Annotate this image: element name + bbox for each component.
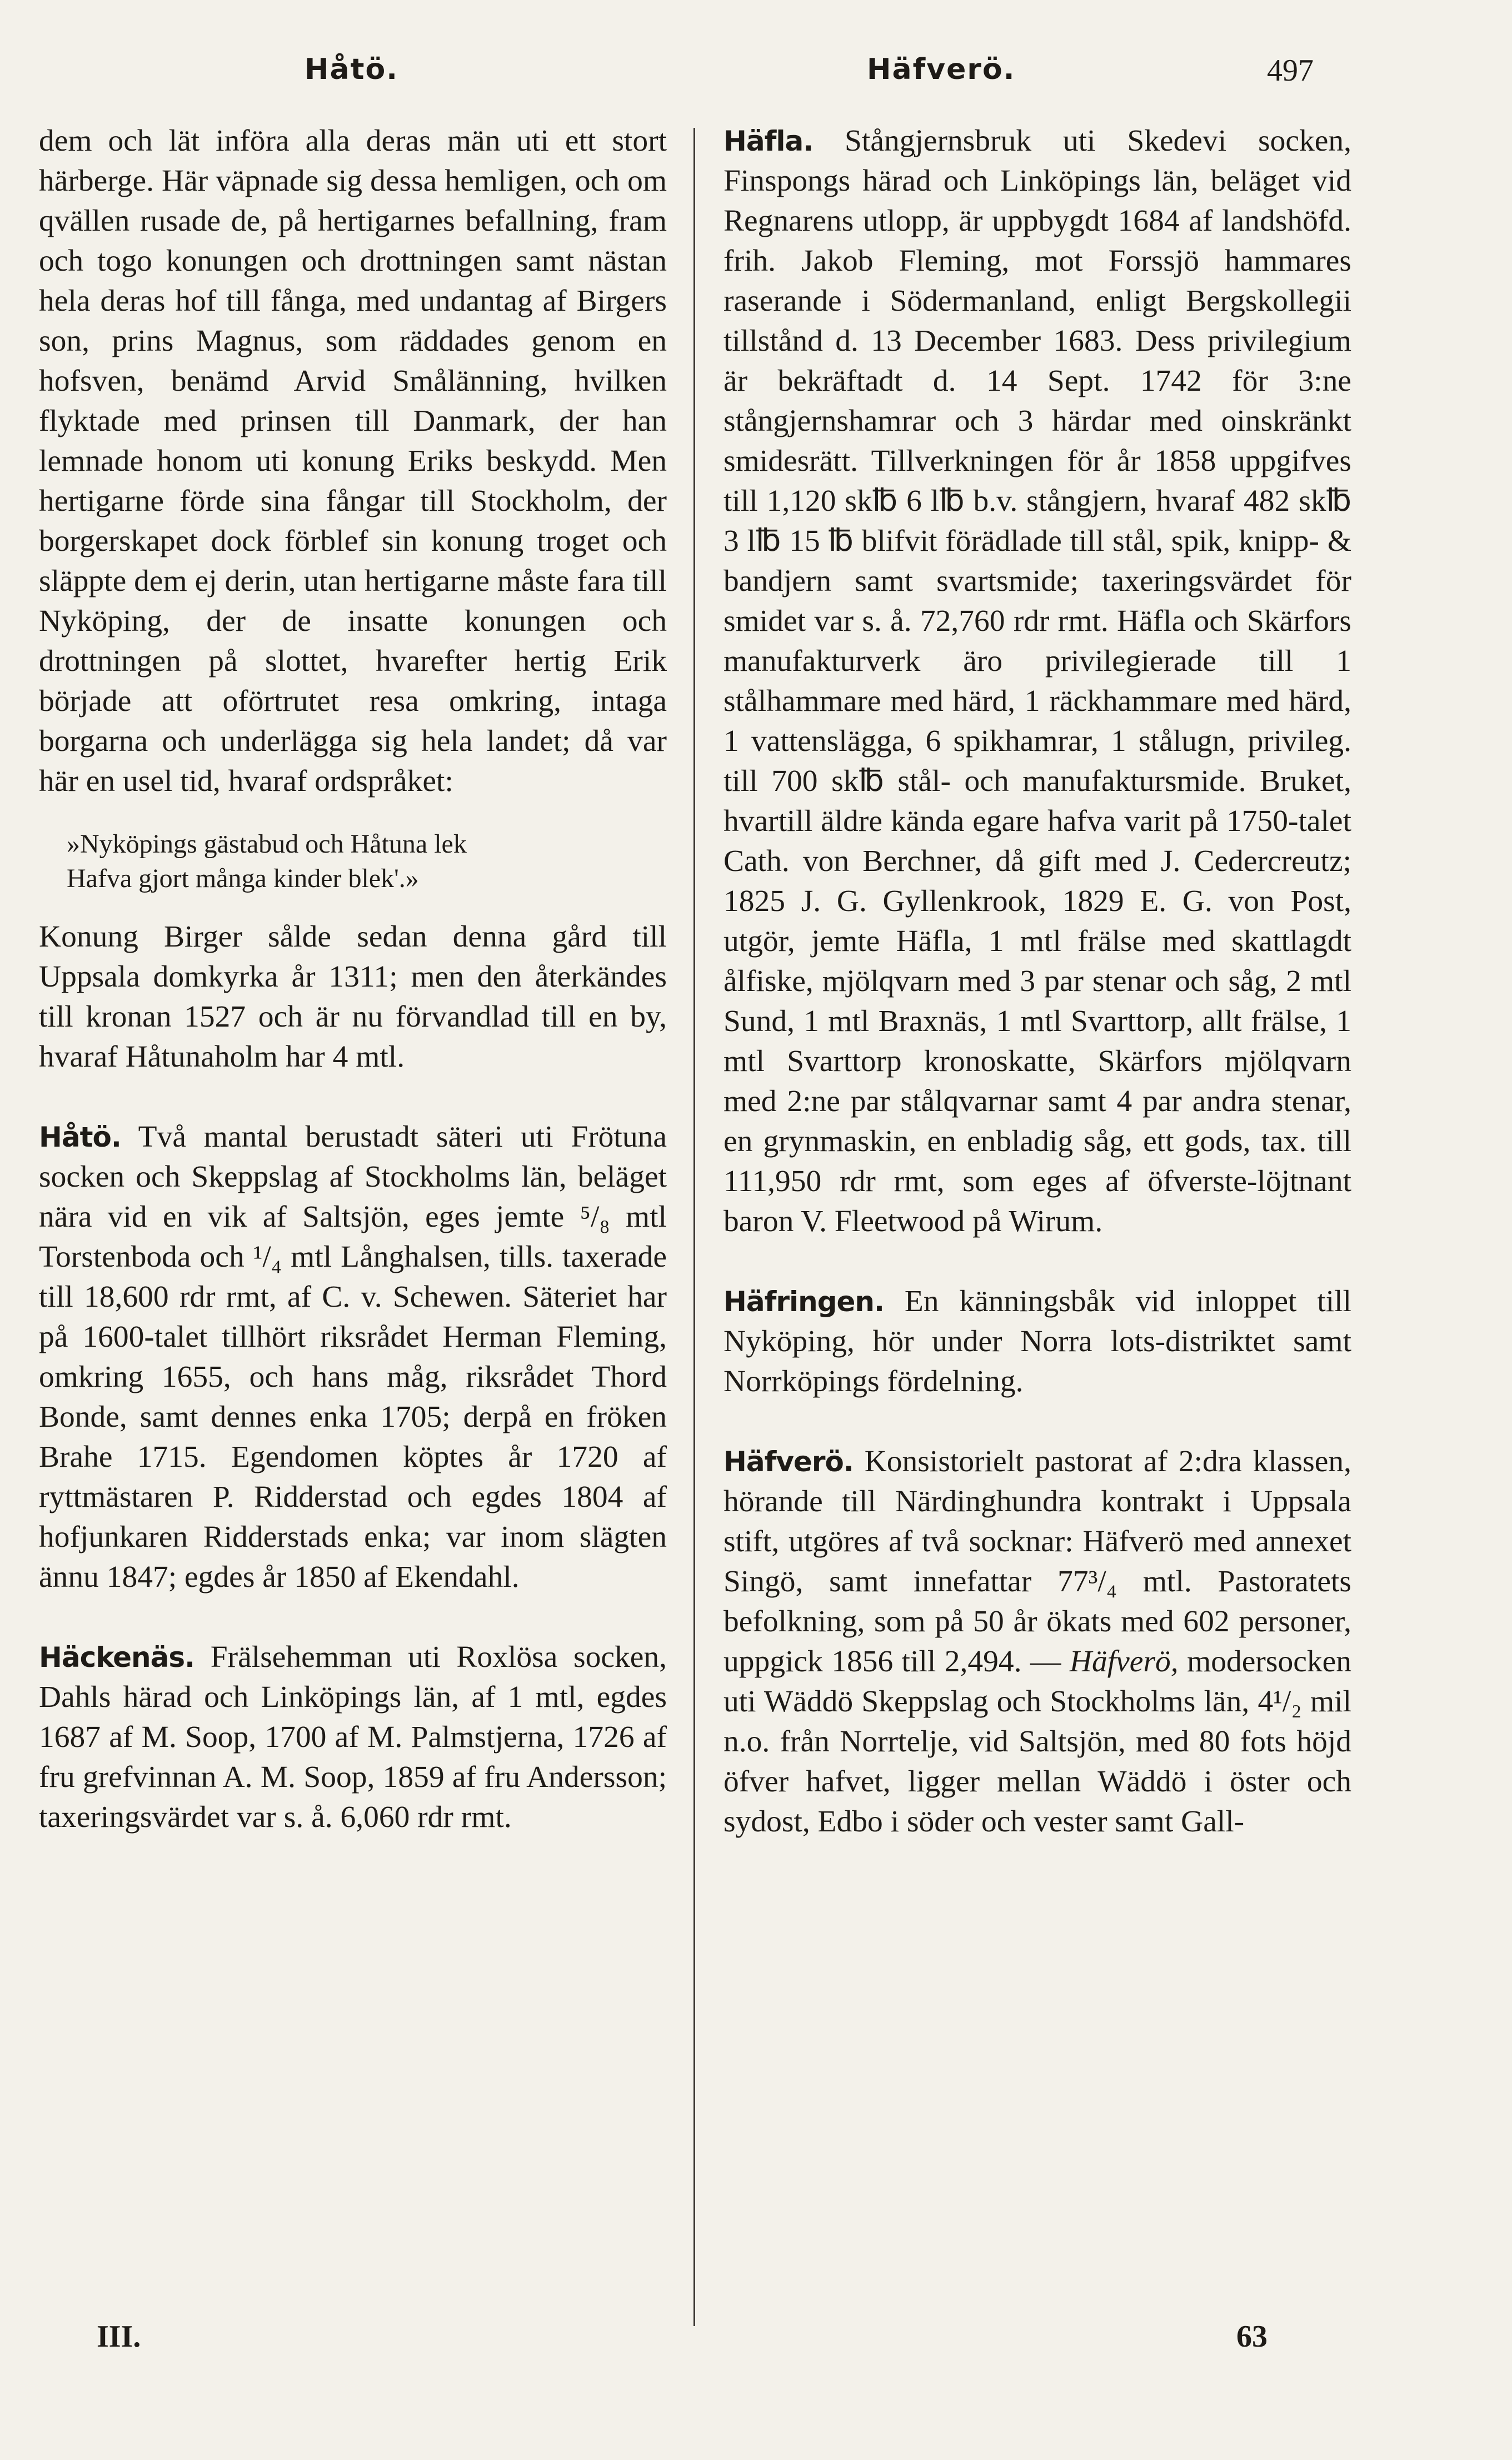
proverb-quote — [39, 827, 667, 896]
entry-headword: Häfla. — [723, 125, 814, 157]
entry-text: En känningsbåk vid inloppet till Nyköping, hör under Norra lots-distriktet samt Norrköpings fördelning. — [723, 1284, 1351, 1398]
right-column — [723, 121, 1351, 1842]
page-header — [0, 53, 1512, 103]
paragraph-hatuna-story: dem och lät införa alla deras män uti ett stort härberge. Här väpnade sig dessa hemligen, och om qvällen rusade de, på hertigarnes befallning, fram och togo konungen och drottningen samt nästan hela deras hof till fånga, med undantag af Birgers son, prins Magnus, som räddades genom en hofsven, benämd Arvid Smålänning, hvilken flyktade med prinsen till Danmark, der han lemnade honom uti konung Eriks beskydd. Men hertigarne förde sina fångar till Stockholm, der borgerskapet dock förblef sin konung troget och släppte dem ej derin, utan hertigarne måste fara till Nyköping, der de insatte konungen och drottningen på slottet, hvarefter hertig Erik började att oförtrutet resa omkring, intaga borgarna och underlägga sig hela landet; då var här en usel tid, hvaraf ordspråket: — [39, 124, 667, 798]
entry-hafla — [723, 121, 1351, 1242]
entry-text: mil n.o. från Norrtelje, vid Saltsjön, med 80 fots höjd öfver hafvet, ligger mellan Wäddö i öster och sydost, Edbo i söder och vester samt Gall- — [723, 1685, 1351, 1839]
entry-hafringen — [723, 1282, 1351, 1402]
entry-text: mtl Torstenboda och — [39, 1200, 667, 1274]
entry-text: Konsistorielt pastorat af 2:dra klassen, hörande till Närdinghundra kontrakt i Uppsala stift, utgöres af två socknar: Häfverö med annexet Singö, samt innefattar 77 — [723, 1445, 1351, 1598]
quote-line: Hafva gjort många kinder blek'.» — [67, 864, 419, 893]
running-head-right: Häfverö. — [867, 53, 1016, 86]
entry-text: Två mantal berustadt säteri uti Frötuna socken och Skeppslag af Stockholms län, beläget nära vid en vik af Saltsjön, eges jemte — [39, 1120, 667, 1234]
entry-text: Stångjernsbruk uti Skedevi socken, Finspongs härad och Linköpings län, beläget vid Regnarens utlopp, är uppbygdt 1684 af landshöfd. frih. Jakob Fleming, mot Forssjö hammares raserande i Södermanland, enligt Bergskollegii tillstånd d. 13 December 1683. Dess privilegium är bekräftadt d. 14 Sept. 1742 för 3:ne stångjernshamrar och 3 härdar med oinskränkt smidesrätt. Tillverkningen för år 1858 uppgifves till 1,120 sk℔ 6 l℔ b.v. stångjern, hvaraf 482 sk℔ 3 l℔ 15 ℔ blifvit förädlade till stål, spik, knipp- & bandjern samt svartsmide; taxeringsvärdet för smidet var s. å. 72,760 rdr rmt. Häfla och Skärfors manufakturverk äro privilegierade till 1 stålhammare med härd, 1 räckhammare med härd, 1 vattenslägga, 6 spikhamrar, 1 stålugn, privileg. till 700 sk℔ stål- och manufaktursmide. Bruket, hvartill äldre kända egare hafva varit på 1750-talet Cath. von Berchner, då gift med J. Cedercreutz; 1825 J. G. Gyllenkrook, 1829 E. G. von Post, utgör, jemte Häfla, 1 mtl frälse med skattlagdt ålfiske, mjölqvarn med 3 par stenar och såg, 2 mtl Sund, 1 mtl Braxnäs, 1 mtl Svarttorp, allt frälse, 1 mtl Svarttorp kronoskatte, Skärfors mjölqvarn med 2:ne par stålqvarnar samt 4 par andra stenar, en grynmaskin, en enbladig såg, ett gods, tax. till 111,950 rdr rmt, som eges af öfverste-löjtnant baron V. Fleetwood på Wirum. — [723, 124, 1351, 1238]
signature-mark-sheet: 63 — [1236, 2319, 1268, 2354]
page-number: 497 — [1267, 53, 1314, 88]
fraction: ¹/₂ — [1273, 1685, 1302, 1719]
fraction: ¹/₄ — [253, 1240, 282, 1274]
fraction: ³/₄ — [1088, 1565, 1117, 1598]
entry-text: mtl Långhalsen, tills. taxerade till 18,600 rdr rmt, af C. v. Schewen. Säteriet har på 1600-talet tillhört riksrådet Herman Fleming, omkring 1655, och hans måg, riksrådet Thord Bonde, samt dennes enka 1705; derpå en fröken Brahe 1715. Egendomen köptes år 1720 af ryttmästaren P. Ridderstad och egdes 1804 af hofjunkaren Ridderstads enka; var inom slägten ännu 1847; egdes år 1850 af Ekendahl. — [39, 1240, 667, 1594]
entry-hackenas — [39, 1637, 667, 1837]
entry-text: modersocken uti Wäddö Skeppslag och Stockholms län, 4 — [723, 1645, 1352, 1719]
entry-hato — [39, 1117, 667, 1597]
fraction: ⁵/₈ — [580, 1200, 610, 1234]
entry-text: Frälsehemman uti Roxlösa socken, Dahls härad och Linköpings län, af 1 mtl, egdes 1687 af M. Soop, 1700 af M. Palmstjerna, 1726 af fru grefvinnan A. M. Soop, 1859 af fru Andersson; taxeringsvärdet var s. å. 6,060 rdr rmt. — [39, 1640, 667, 1834]
entry-headword: Häfringen. — [723, 1286, 885, 1318]
entry-headword: Häfverö. — [723, 1446, 854, 1478]
entry-headword: Häckenäs. — [39, 1641, 195, 1674]
signature-mark-volume: III. — [97, 2319, 141, 2354]
entry-headword: Håtö. — [39, 1121, 121, 1153]
entry-italic: Häfverö, — [1069, 1645, 1179, 1679]
entry-text: mtl. Pastoratets befolkning, som på 50 år ökats med 602 personer, uppgick 1856 till 2,494. — — [723, 1565, 1351, 1679]
paragraph-birger-sale: Konung Birger sålde sedan denna gård till Uppsala domkyrka år 1311; men den återkändes till kronan 1527 och är nu förvandlad till en by, hvaraf Håtunaholm har 4 mtl. — [39, 920, 667, 1074]
column-divider — [693, 128, 695, 2326]
left-column — [39, 121, 667, 1837]
entry-hafvero — [723, 1442, 1351, 1842]
quote-line: »Nyköpings gästabud och Håtuna lek — [67, 829, 467, 859]
running-head-left: Håtö. — [305, 53, 398, 86]
